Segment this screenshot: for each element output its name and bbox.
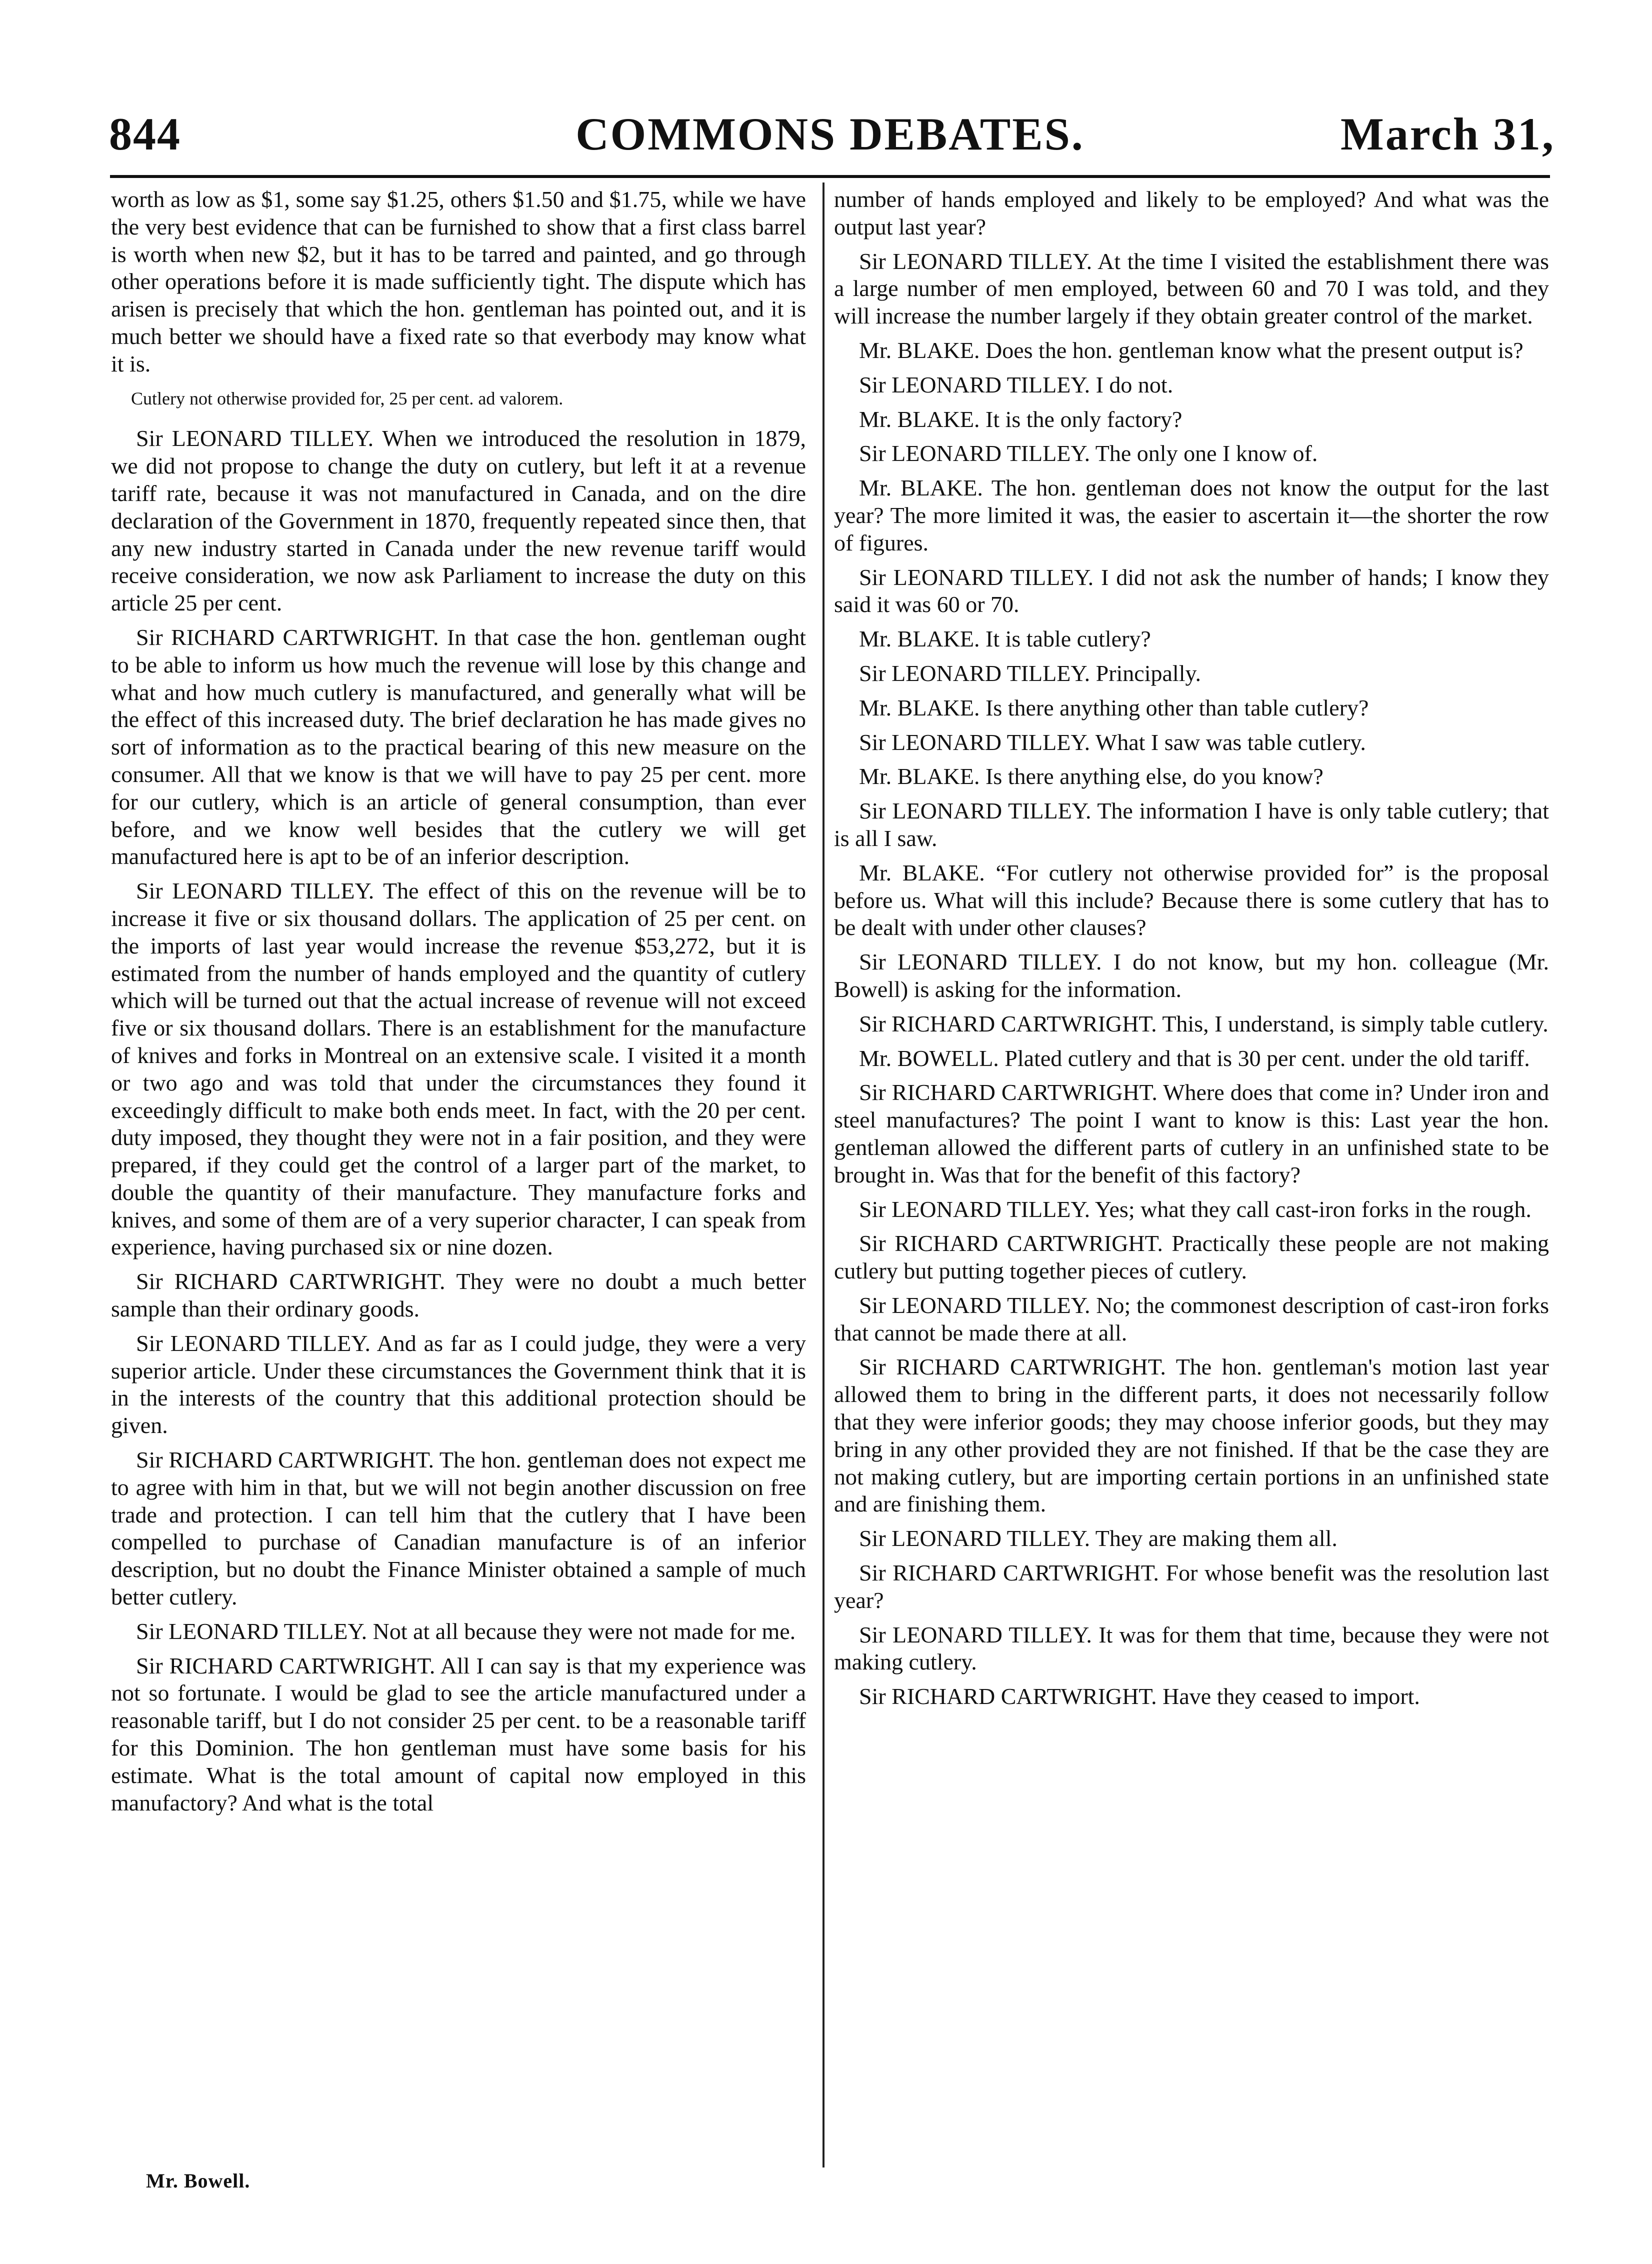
speech-paragraph: Sir RICHARD CARTWRIGHT. This, I understand, is simply table cutlery. (859, 1010, 1548, 1036)
speech-paragraph: Sir LEONARD TILLEY. No; the commonest description of cast-iron forks that cannot be made there at all. (834, 1292, 1549, 1346)
speech-paragraph: Sir LEONARD TILLEY. The only one I know of. (859, 440, 1318, 466)
tariff-item: Cutlery not otherwise provided for, 25 per cent. ad valorem. (131, 388, 564, 408)
speech-paragraph: Sir RICHARD CARTWRIGHT. The hon. gentleman does not expect me to agree with him in that, but we will not begin another discussion on free trade and protection. I can tell him that the cutlery that I have been compelled to purchase of Canadian manufacture is of an inferior description, but no doubt the Finance Minister obtained a sample of much better cutlery. (111, 1447, 806, 1610)
speech-paragraph: Mr. BLAKE. Does the hon. gentleman know what the present output is? (859, 337, 1524, 363)
page-date: March 31, (1340, 108, 1555, 160)
page-title: COMMONS DEBATES. (576, 108, 1084, 160)
speech-paragraph: Sir RICHARD CARTWRIGHT. They were no doubt a much better sample than their ordinary goods. (111, 1268, 806, 1322)
speech-paragraph: Sir LEONARD TILLEY. And as far as I could judge, they were a very superior article. Under these circumstances the Government think that it is in the interests of the country that this additional protection should be given. (111, 1330, 806, 1438)
speech-paragraph: Mr. BOWELL. Plated cutlery and that is 30 per cent. under the old tariff. (859, 1045, 1530, 1071)
speech-paragraph: Sir LEONARD TILLEY. The effect of this on the revenue will be to increase it five or six thousand dollars. The application of 25 per cent. on the imports of last year would increase the revenue $53,272, but it is estimated from the number of hands employed and the quantity of cutlery which will be turned out that the actual increase of revenue will not exceed five or six thousand dollars. There is an establishment for the manufacture of knives and forks in Montreal on an extensive scale. I visited it a month or two ago and was told that under the circumstances they found it exceedingly difficult to make both ends meet. In fact, with the 20 per cent. duty imposed, they thought they were not in a fair position, and they were prepared, if they could get the control of a larger part of the market, to double the quantity of their manufacture. They manufacture forks and knives, and some of them are of a very superior character, I can speak from experience, having purchased six or nine dozen. (111, 878, 806, 1260)
speech-paragraph: Sir RICHARD CARTWRIGHT. For whose benefit was the resolution last year? (834, 1560, 1549, 1613)
speech-paragraph: Sir RICHARD CARTWRIGHT. All I can say is that my experience was not so fortunate. I would be glad to see the article manufactured under a reasonable tariff, but I do not consider 25 per cent. to be a reasonable tariff for this Dominion. The hon gentleman must have some basis for his estimate. What is the total amount of capital now employed in this manufactory? And what is the total (111, 1652, 806, 1816)
speech-paragraph: Sir RICHARD CARTWRIGHT. Where does that come in? Under iron and steel manufactures? The point I want to know is this: Last year the hon. gentleman allowed the different parts of cutlery in an unfinished state to be brought in. Was that for the benefit of this factory? (834, 1080, 1549, 1188)
speech-paragraph: Sir LEONARD TILLEY. When we introduced the resolution in 1879, we did not propose to change the duty on cutlery, but left it at a revenue tariff rate, because it was not manufactured in Canada, and on the dire declaration of the Government in 1870, frequently repeated since then, that any new industry started in Canada under the new revenue tariff would receive consideration, we now ask Parliament to increase the duty on this article 25 per cent. (111, 426, 806, 616)
speech-paragraph: Sir RICHARD CARTWRIGHT. Practically these people are not making cutlery but putting together pieces of cutlery. (834, 1230, 1549, 1284)
speech-paragraph: Sir LEONARD TILLEY. The information I have is only table cutlery; that is all I saw. (834, 798, 1549, 851)
speech-paragraph: Sir LEONARD TILLEY. Principally. (859, 660, 1201, 686)
column-divider (822, 182, 824, 2168)
speech-paragraph: Mr. BLAKE. It is table cutlery? (859, 626, 1151, 652)
speech-paragraph: Sir LEONARD TILLEY. I do not know, but my hon. colleague (Mr. Bowell) is asking for the information. (834, 949, 1549, 1002)
speech-paragraph: Sir LEONARD TILLEY. Yes; what they call cast-iron forks in the rough. (859, 1196, 1532, 1222)
speech-paragraph: Sir LEONARD TILLEY. What I saw was table cutlery. (859, 729, 1366, 755)
speech-paragraph: Sir RICHARD CARTWRIGHT. In that case the hon. gentleman ought to be able to inform us how much the revenue will lose by this change and what and how much cutlery is manufactured, and generally what will be the effect of this increased duty. The brief declaration he has made gives no sort of information as to the practical bearing of this new measure on the consumer. All that we know is that we will have to pay 25 per cent. more for our cutlery, which is an article of general consumption, than ever before, and we know well besides that the cutlery we will get manufactured here is apt to be of an inferior description. (111, 624, 806, 870)
speech-paragraph: Sir RICHARD CARTWRIGHT. The hon. gentleman's motion last year allowed them to bring in the different parts, it does not necessarily follow that they were inferior goods; they may choose inferior goods, but they may bring in any other provided they are not finished. If that be the case they are not making cutlery, but are importing certain portions in an unfinished state and are finishing them. (834, 1354, 1549, 1517)
speech-paragraph: Sir LEONARD TILLEY. It was for them that time, because they were not making cutlery. (834, 1622, 1549, 1675)
speech-paragraph: Sir LEONARD TILLEY. I do not. (859, 372, 1174, 398)
speech-paragraph: Mr. BLAKE. Is there anything other than table cutlery? (859, 694, 1369, 720)
left-column (111, 186, 806, 1824)
speech-paragraph: Sir LEONARD TILLEY. They are making them all. (859, 1526, 1338, 1552)
speech-paragraph: Sir LEONARD TILLEY. I did not ask the number of hands; I know they said it was 60 or 70. (834, 564, 1549, 618)
continued-paragraph: worth as low as $1, some say $1.25, others $1.50 and $1.75, while we have the very best evidence that can be furnished to show that a first class barrel is worth when new $2, but it has to be tarred and painted, and go through other operations before it is made sufficiently tight. The dispute which has arisen is precisely that which the hon. gentleman has pointed out, and it is much better we should have a fixed rate so that everbody may know what it is. (111, 186, 806, 376)
continued-paragraph: number of hands employed and likely to be employed? And what was the output last year? (834, 186, 1549, 240)
speech-paragraph: Mr. BLAKE. It is the only factory? (859, 406, 1182, 432)
page-header (105, 108, 1555, 168)
speech-paragraph: Sir LEONARD TILLEY. At the time I visited the establishment there was a large number of men employed, between 60 and 70 I was told, and they will increase the number largely if they obtain greater control of the market. (834, 248, 1549, 329)
right-column (834, 186, 1549, 1718)
page-number: 844 (109, 108, 181, 160)
footer-signature: Mr. Bowell. (146, 2170, 250, 2192)
speech-paragraph: Mr. BLAKE. Is there anything else, do you know? (859, 764, 1324, 790)
speech-paragraph: Mr. BLAKE. “For cutlery not otherwise provided for” is the proposal before us. What will this include? Because there is some cutlery that has to be dealt with under other clauses? (834, 860, 1549, 940)
speech-paragraph: Mr. BLAKE. The hon. gentleman does not know the output for the last year? The more limited it was, the easier to ascertain it—the shorter the row of figures. (834, 475, 1549, 556)
speech-paragraph: Sir RICHARD CARTWRIGHT. Have they ceased to import. (859, 1684, 1420, 1710)
header-rule (110, 175, 1550, 178)
speech-paragraph: Sir LEONARD TILLEY. Not at all because they were not made for me. (136, 1618, 796, 1644)
